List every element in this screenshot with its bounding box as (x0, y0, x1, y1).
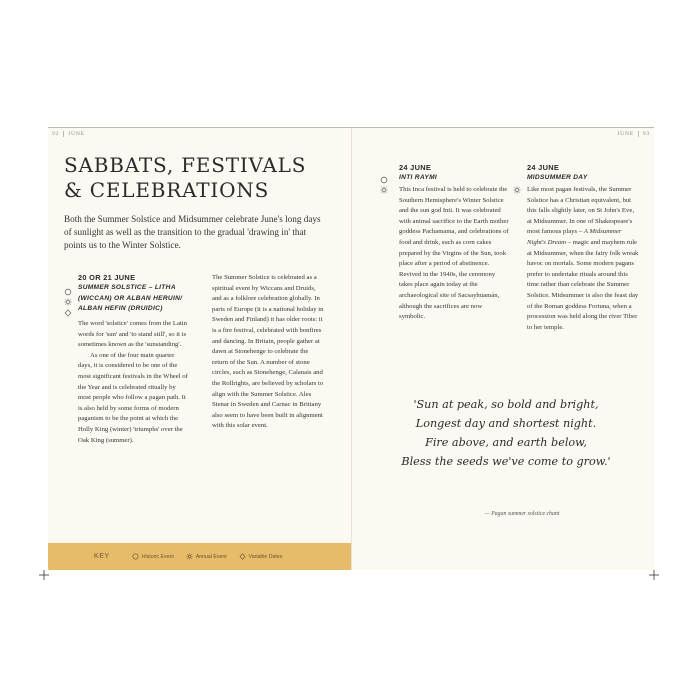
intro-paragraph: Both the Summer Solstice and Midsummer celebrate June's long days of sunlight as well as the transition to the gradual 'drawing in' that points us to the Winter Solstice. (64, 214, 321, 251)
event-name: INTI RAYMI (399, 174, 438, 181)
event-date: 20 OR 21 JUNE (78, 273, 136, 282)
book-spread (48, 127, 654, 570)
running-head-left (48, 127, 351, 140)
body-paragraph: The Summer Solstice is celebrated as a spiritual event by Wiccans and Druids, and as a folklore celebration globally. In parts of Europe (it is a national holiday in Sweden and Finland) it has older roots: it is a fire festival, celebrated with bonfires and dancing. In Britain, people gather at dawn at Stonehenge to celebrate the return of the Sun. A number of stone circles, such as Stonehenge, Calanais and the Rollrights, are believed by scholars to align with the Summer Solstice. Ales Stenar in Sweden and Carnac in Brittany also seem to have been built in alignment with this solar event. (212, 274, 324, 430)
solstice-column-1 (78, 319, 188, 446)
sun-icon (513, 186, 521, 194)
pull-quote (388, 395, 624, 471)
quote-source: — Pagan summer solstice chant (484, 511, 560, 517)
key-legend (48, 543, 351, 570)
event-midsummer-header (527, 163, 588, 184)
title-line: SABBATS, FESTIVALS (64, 153, 307, 177)
page-title (64, 153, 306, 203)
month-label-right: JUNE (617, 131, 634, 137)
body-paragraph (527, 185, 639, 333)
body-paragraph: As one of the four main quarter days, it is considered to be one of the most significant festivals in the Wheel of the Year and is celebrated ritually by most people who follow a pagan path. It is also held by some forms of modern paganism to be the point at which the Holly King (winter) 'triumphs' over the Oak King (summer). (78, 351, 188, 444)
diamond-icon (239, 553, 246, 560)
key-label: Historic Event (141, 553, 174, 560)
midsummer-body (527, 185, 639, 333)
quote-line: Longest day and shortest night. (415, 417, 597, 430)
event-name-line: SUMMER SOLSTICE – LITHA (78, 284, 176, 291)
sun-icon (380, 186, 388, 194)
page-number-right: 93 (638, 131, 654, 137)
solstice-column-2 (212, 273, 324, 432)
circle-icon (64, 288, 72, 296)
sun-icon (186, 553, 193, 560)
page-number-left: 92 (48, 131, 64, 137)
quote-line: Fire above, and earth below, (425, 436, 587, 449)
key-title: KEY (94, 553, 110, 560)
body-text: – magic and mayhem rule at Midsummer, when the fairy folk wreak havoc on mortals. Some modern pagans prefer to undertake rituals around this time rather than celebrate the Summer Solstice. Midsummer is also the feast day of the Roman goddess Fortuna, when a procession was held along the river Tiber to her temple. (527, 238, 639, 331)
inti-raymi-body (399, 185, 509, 323)
gutter (351, 127, 352, 570)
month-label-left: JUNE (68, 131, 85, 137)
play-title: A Midsummer Night's Dream (527, 228, 622, 246)
running-head-right (351, 127, 654, 140)
quote-line: Bless the seeds we've come to grow.' (401, 455, 611, 468)
event-inti-raymi-header (399, 163, 437, 184)
event-date: 24 JUNE (527, 163, 560, 172)
circle-icon (132, 553, 139, 560)
event-name-line: (WICCAN) OR ALBAN HERUIN/ (78, 294, 183, 302)
title-line: & CELEBRATIONS (64, 178, 270, 202)
circle-icon (380, 176, 388, 184)
crop-mark-icon (39, 570, 49, 580)
body-paragraph: This Inca festival is held to celebrate the Southern Hemisphere's Winter Solstice and the sun god Inti. It was celebrated with animal sacrifice to the Earth mother goddess Pachamama, and celebrations of food and drink, such as corn cakes prepared by the Virgins of the Sun, took place after a period of abstinence. Revived in the 1940s, the ceremony takes place again today at the archaeological site of Sacsayhuamán, although the sacrifices are now symbolic. (399, 186, 509, 321)
event-name: MIDSUMMER DAY (527, 174, 588, 181)
crop-mark-icon (649, 570, 659, 580)
key-label: Annual Event (195, 553, 227, 560)
body-paragraph: The word 'solstice' comes from the Latin words for 'sun' and 'to stand still', so it is sometimes known as the 'sunstanding'. (78, 320, 188, 349)
key-item-annual (186, 553, 227, 560)
event-name-line: ALBAN HEFIN (DRUIDIC) (78, 305, 163, 312)
event-solstice-header (78, 273, 182, 315)
event-date: 24 JUNE (399, 163, 432, 172)
key-label: Variable Dates (248, 553, 283, 560)
key-item-variable (239, 553, 283, 560)
key-item-historic (132, 553, 174, 560)
diamond-icon (64, 309, 72, 317)
sun-icon (64, 298, 72, 306)
quote-line: 'Sun at peak, so bold and bright, (413, 398, 599, 411)
body-text: Like most pagan festivals, the Summer Solstice has a Christian equivalent, but this falls slightly later, on St John's Eve, at Midsummer. In one of Shakespeare's most famous plays – (527, 186, 635, 236)
